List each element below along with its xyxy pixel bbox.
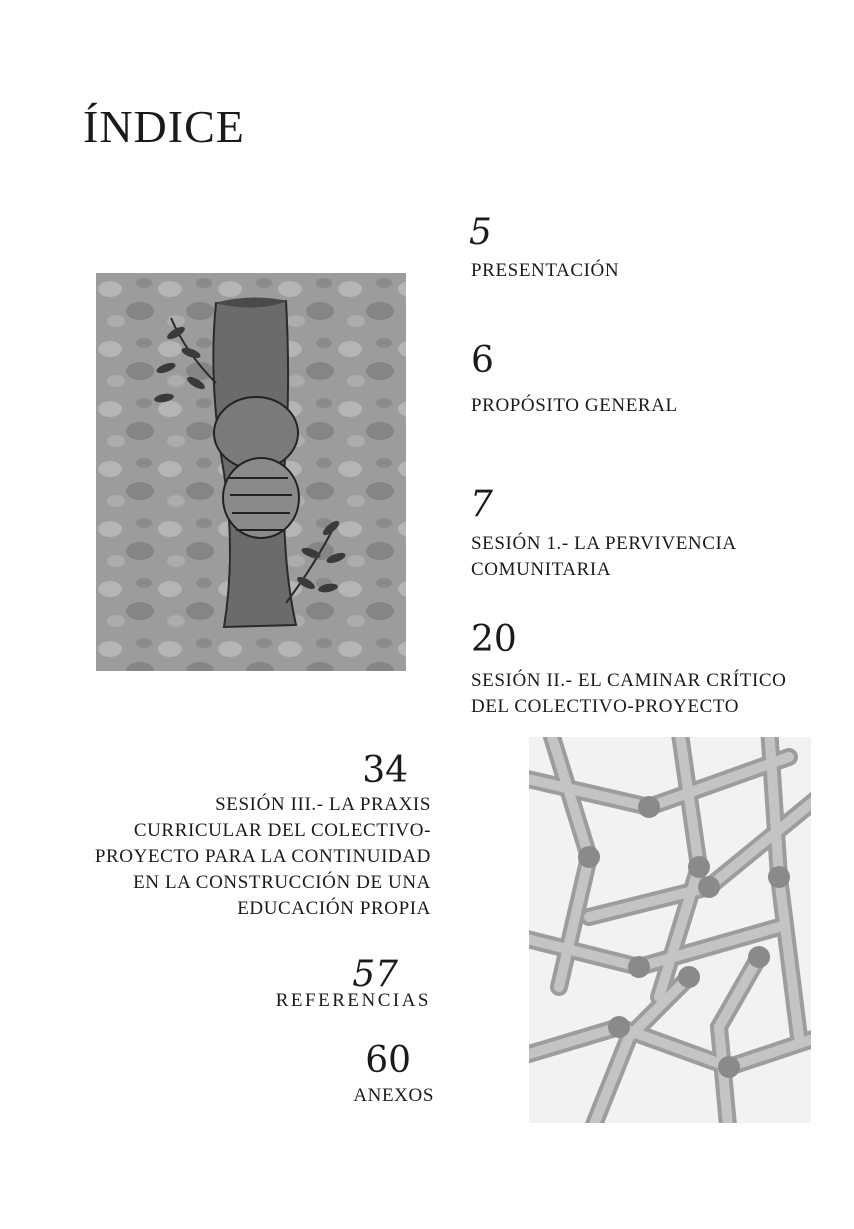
toc-entry-label[interactable]: [95, 792, 431, 922]
toc-page-number: 7: [470, 484, 493, 525]
toc-page-number: 34: [362, 750, 408, 791]
toc-entry-label[interactable]: ANEXOS: [353, 1085, 434, 1106]
toc-page-number: 5: [469, 212, 492, 253]
toc-entry-label-line: EN LA CONSTRUCCIÓN DE UNA: [133, 872, 431, 893]
toc-entry-label-line: SESIÓN 1.- LA PERVIVENCIA: [471, 533, 737, 554]
toc-page-number: 20: [471, 619, 517, 660]
toc-page-number: 57: [352, 954, 398, 995]
toc-page-number: 6: [471, 340, 494, 381]
interlinked-arms-photo: [529, 737, 811, 1123]
toc-entry-label-line: PROYECTO PARA LA CONTINUIDAD: [94, 846, 431, 867]
toc-entry-label-line: SESIÓN II.- EL CAMINAR CRÍTICO: [471, 670, 787, 691]
toc-entry-label[interactable]: [471, 531, 737, 583]
toc-entry-label-line: COMUNITARIA: [471, 559, 612, 580]
toc-entry-label[interactable]: PRESENTACIÓN: [471, 260, 620, 281]
toc-entry-label[interactable]: [471, 668, 786, 720]
toc-entry-label-line: CURRICULAR DEL COLECTIVO-: [133, 820, 431, 841]
toc-entry-label[interactable]: PROPÓSITO GENERAL: [471, 395, 678, 416]
toc-entry-label-line: EDUCACIÓN PROPIA: [237, 898, 431, 919]
toc-entry-label[interactable]: REFERENCIAS: [275, 990, 431, 1011]
toc-entry-label-line: DEL COLECTIVO-PROYECTO: [471, 696, 740, 717]
hands-clasped-illustration: [96, 273, 406, 671]
toc-entry-label-line: SESIÓN III.- LA PRAXIS: [215, 794, 431, 815]
toc-page-number: 60: [365, 1040, 411, 1081]
page-title: ÍNDICE: [83, 101, 245, 152]
